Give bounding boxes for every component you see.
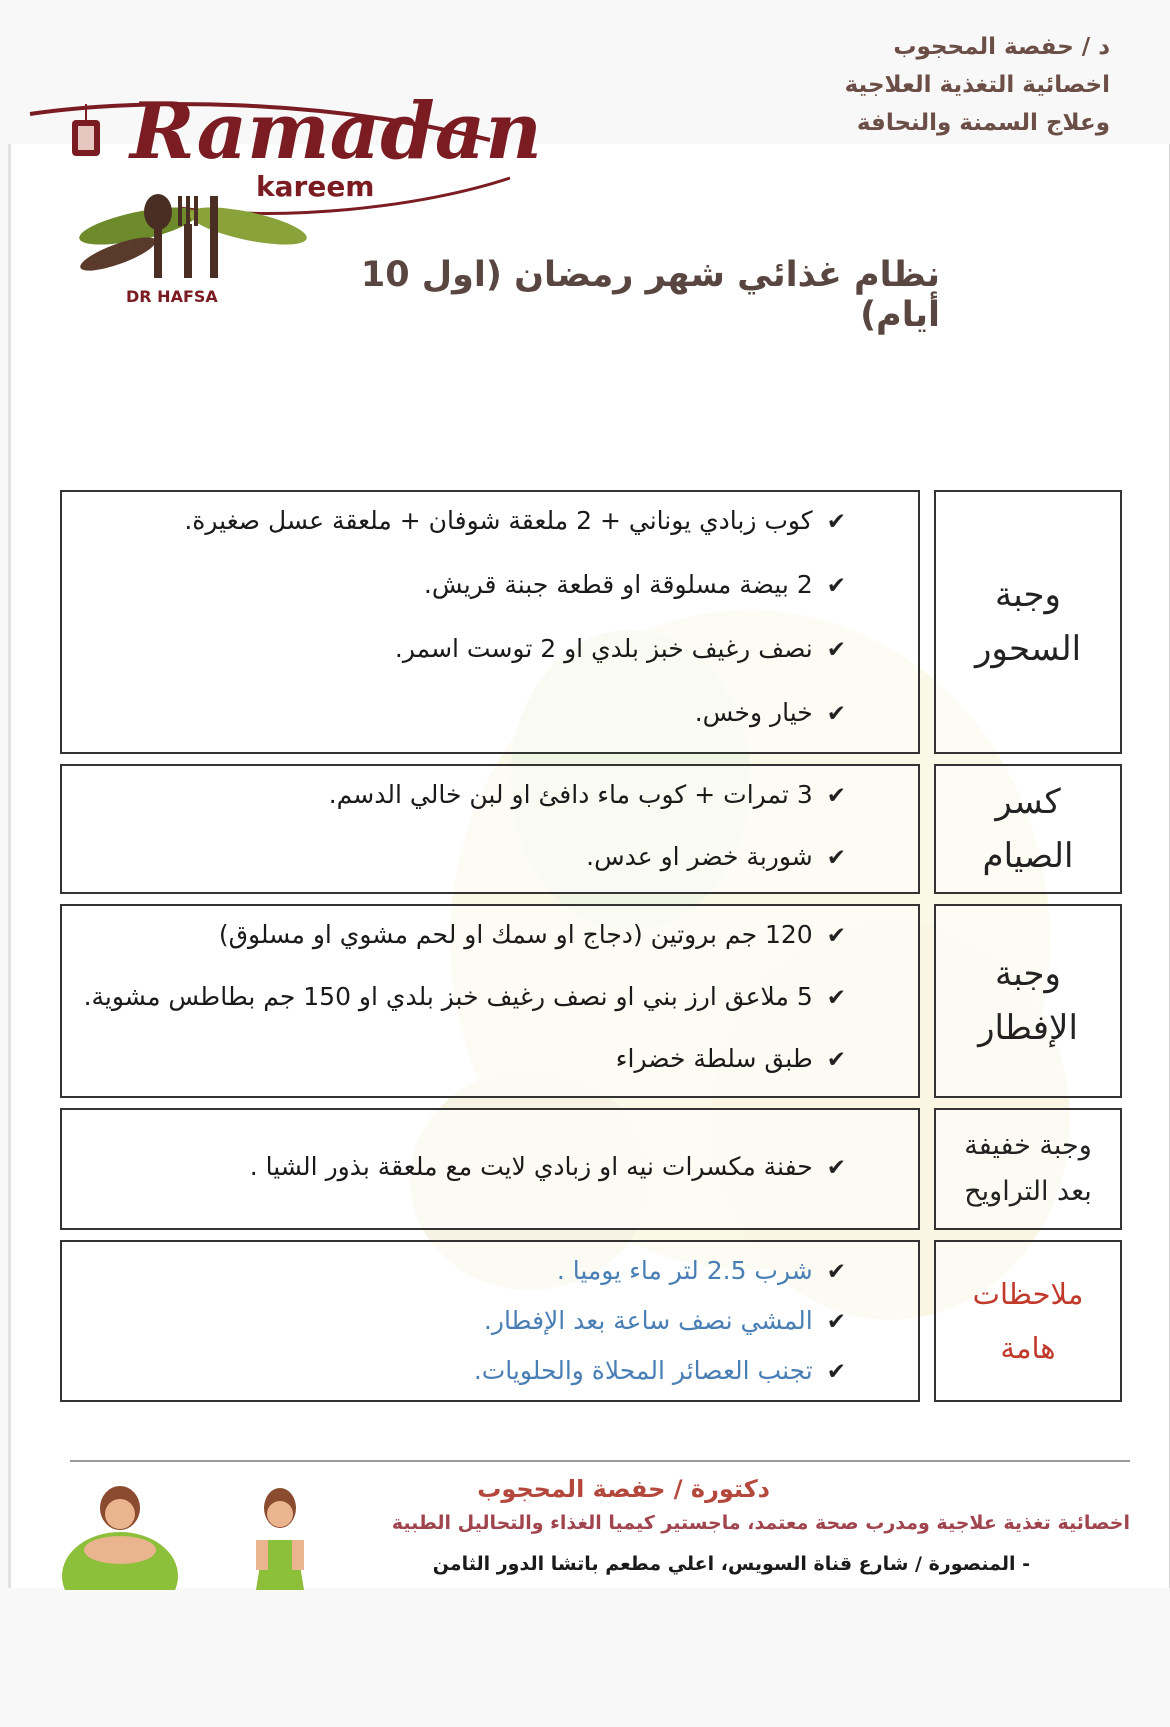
list-item: ✔تجنب العصائر المحلاة والحلويات. xyxy=(473,1356,846,1385)
leaf-icon xyxy=(78,200,308,277)
check-icon: ✔ xyxy=(826,985,846,1011)
meal-items-box xyxy=(60,490,920,754)
list-item: ✔2 بيضة مسلوقة او قطعة جبنة قريش. xyxy=(423,570,846,599)
notes-items-box xyxy=(60,1240,920,1402)
footer-doctor-name: دكتورة / حفصة المحجوب xyxy=(477,1475,770,1503)
footer-divider xyxy=(70,1460,1130,1462)
doctor-treatment: وعلاج السمنة والنحافة xyxy=(856,110,1110,136)
list-item: ✔5 ملاعق ارز بني او نصف رغيف خبز بلدي او 150 جم بطاطس مشوية. xyxy=(83,982,846,1011)
notes-row xyxy=(60,1240,1122,1402)
figure-before xyxy=(62,1486,178,1590)
meal-label-breaking-fast: كسر الصيام xyxy=(934,764,1122,894)
meal-label-iftar: وجبة الإفطار xyxy=(934,904,1122,1098)
list-item: ✔خيار وخس. xyxy=(694,698,846,727)
meal-items-box xyxy=(60,764,920,894)
check-icon: ✔ xyxy=(826,1155,846,1181)
list-item: ✔المشي نصف ساعة بعد الإفطار. xyxy=(483,1306,846,1335)
meal-items-box xyxy=(60,1108,920,1230)
meal-items-box xyxy=(60,904,920,1098)
list-item: ✔حفنة مكسرات نيه او زبادي لايت مع ملعقة بذور الشيا . xyxy=(249,1152,846,1181)
dr-hafsa-badge xyxy=(78,176,308,306)
list-item: ✔نصف رغيف خبز بلدي او 2 توست اسمر. xyxy=(394,634,846,663)
meal-label-suhoor: وجبة السحور xyxy=(934,490,1122,754)
badge-brand-text: DR HAFSA xyxy=(126,287,218,306)
check-icon: ✔ xyxy=(826,1047,846,1073)
list-item: ✔3 تمرات + كوب ماء دافئ او لبن خالي الدسم. xyxy=(328,780,846,809)
lantern-icon xyxy=(72,104,100,156)
list-item: ✔شوربة خضر او عدس. xyxy=(586,842,846,871)
check-icon: ✔ xyxy=(826,845,846,871)
doctor-name: د / حفصة المحجوب xyxy=(893,34,1110,60)
check-icon: ✔ xyxy=(826,783,846,809)
check-icon: ✔ xyxy=(826,923,846,949)
meal-label-snack: وجبة خفيفة بعد التراويح xyxy=(934,1108,1122,1230)
list-item: ✔شرب 2.5 لتر ماء يوميا . xyxy=(556,1256,846,1285)
check-icon: ✔ xyxy=(826,1309,846,1335)
check-icon: ✔ xyxy=(826,573,846,599)
check-icon: ✔ xyxy=(826,1359,846,1385)
before-after-figures xyxy=(60,1480,350,1590)
check-icon: ✔ xyxy=(826,1259,846,1285)
figure-after xyxy=(256,1488,304,1590)
meal-row-iftar xyxy=(60,904,1122,1098)
meal-row-snack xyxy=(60,1108,1122,1230)
check-icon: ✔ xyxy=(826,509,846,535)
list-item: ✔120 جم بروتين (دجاج او سمك او لحم مشوي او مسلوق) xyxy=(218,920,846,949)
logo-script-text: Ramadan xyxy=(130,86,543,177)
doctor-info xyxy=(750,28,1110,142)
notes-label: ملاحظات هامة xyxy=(934,1240,1122,1402)
doctor-specialty: اخصائية التغذية العلاجية xyxy=(844,72,1110,98)
list-item: ✔طبق سلطة خضراء xyxy=(615,1044,846,1073)
check-icon: ✔ xyxy=(826,637,846,663)
utensils-icon xyxy=(144,194,218,278)
check-icon: ✔ xyxy=(826,701,846,727)
footer-credentials: اخصائية تغذية علاجية ومدرب صحة معتمد، ماجستير كيميا الغذاء والتحاليل الطبية xyxy=(391,1512,1130,1534)
page-title: نظام غذائي شهر رمضان (اول 10 أيام) xyxy=(360,255,940,335)
footer-address: - المنصورة / شارع قناة السويس، اعلي مطعم باتشا الدور الثامن xyxy=(432,1553,1030,1575)
logo-sub-text: kareem xyxy=(256,170,375,203)
meal-row-suhoor xyxy=(60,490,1122,754)
meal-row-breaking-fast xyxy=(60,764,1122,894)
list-item: ✔كوب زبادي يوناني + 2 ملعقة شوفان + ملعقة عسل صغيرة. xyxy=(184,506,846,535)
